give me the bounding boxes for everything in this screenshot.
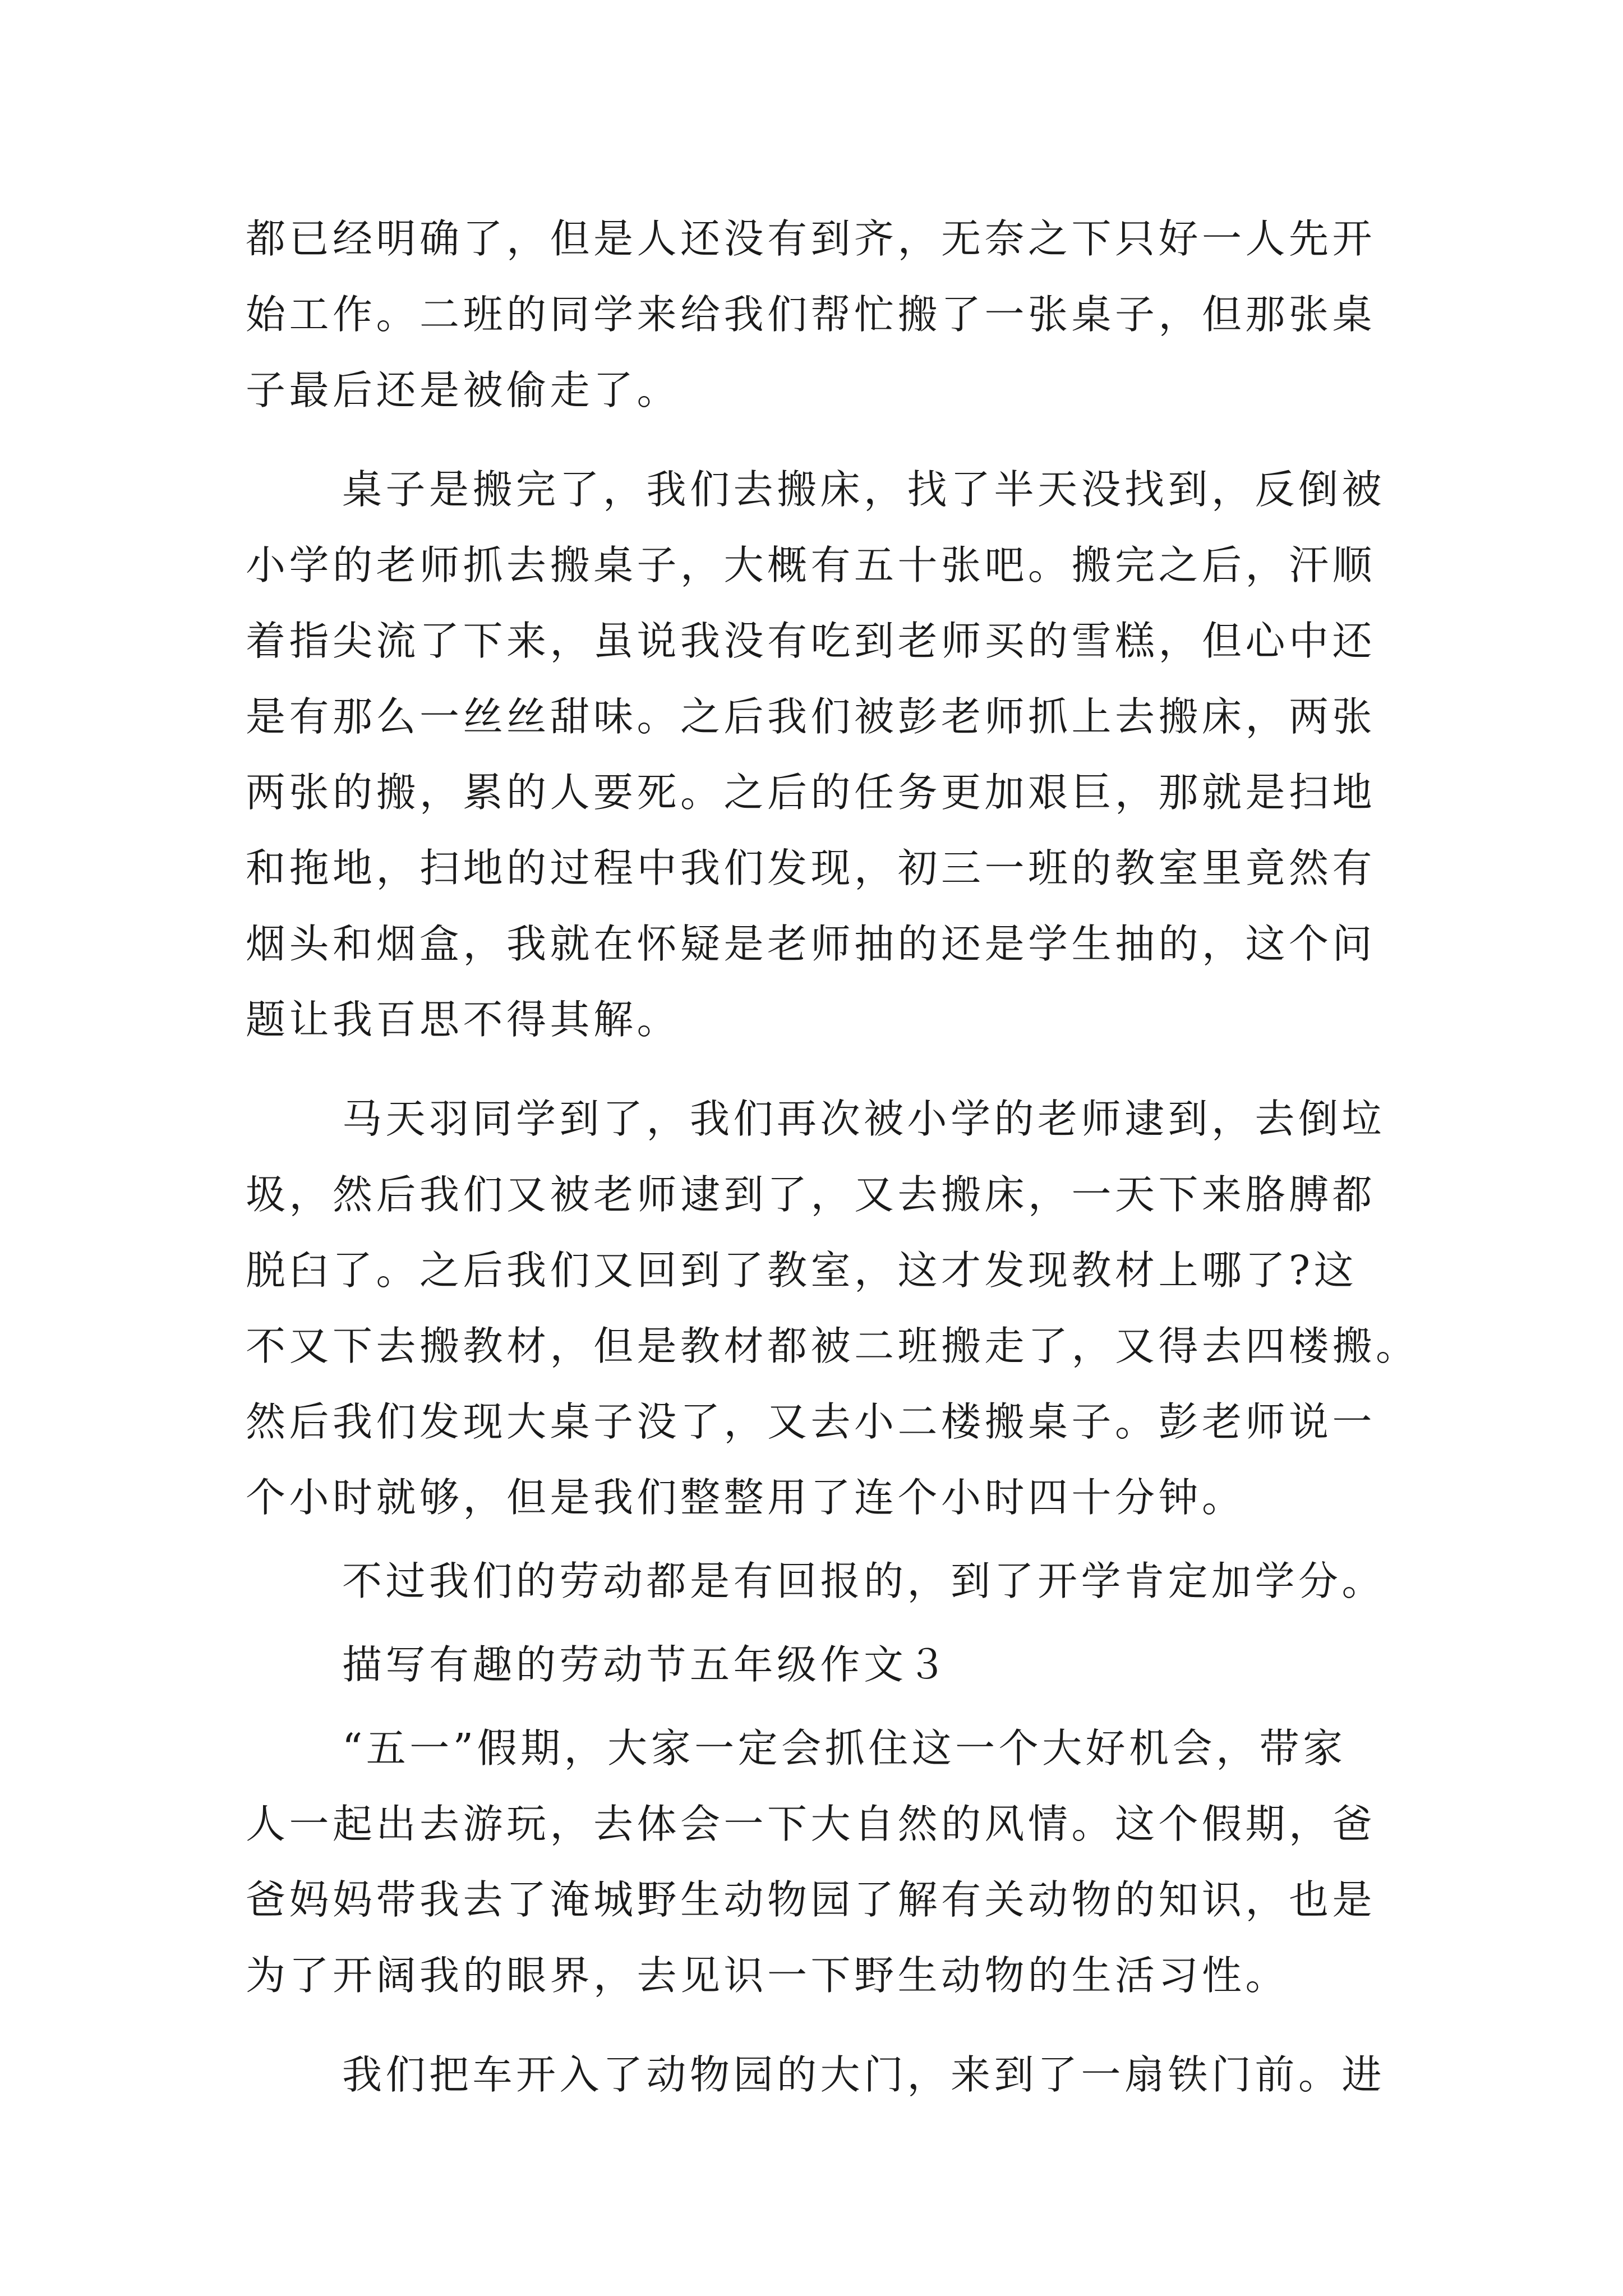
text-line: 着指尖流了下来，虽说我没有吃到老师买的雪糕，但心中还: [246, 618, 1376, 664]
document-body: [246, 201, 1419, 2113]
text-line: 都已经明确了，但是人还没有到齐，无奈之下只好一人先开: [246, 215, 1376, 262]
text-line: 题让我百思不得其解。: [246, 996, 681, 1043]
text-line: 圾，然后我们又被老师逮到了，又去搬床，一天下来胳膊都: [246, 1171, 1376, 1218]
text-line: 是有那么一丝丝甜味。之后我们被彭老师抓上去搬床，两张: [246, 693, 1376, 740]
paragraph-first-line: 桌子是搬完了，我们去搬床，找了半天没找到，反倒被: [342, 466, 1386, 513]
text-line: 始工作。二班的同学来给我们帮忙搬了一张桌子，但那张桌: [246, 291, 1376, 338]
text-line: 和拖地，扫地的过程中我们发现，初三一班的教室里竟然有: [246, 845, 1376, 891]
text-line: 爸妈妈带我去了淹城野生动物园了解有关动物的知识，也是: [246, 1876, 1376, 1923]
text-line: 人一起出去游玩，去体会一下大自然的风情。这个假期，爸: [246, 1801, 1376, 1847]
paragraph-first-line: “五一”假期，大家一定会抓住这一个大好机会，带家: [342, 1725, 1347, 1772]
paragraph-first-line: 不过我们的劳动都是有回报的，到了开学肯定加学分。: [342, 1558, 1386, 1604]
text-line: 为了开阔我的眼界，去见识一下野生动物的生活习性。: [246, 1952, 1289, 1999]
text-line: 烟头和烟盒，我就在怀疑是老师抽的还是学生抽的，这个问: [246, 921, 1376, 967]
paragraph-first-line: 马天羽同学到了，我们再次被小学的老师逮到，去倒垃: [342, 1096, 1386, 1142]
text-line: 两张的搬，累的人要死。之后的任务更加艰巨，那就是扫地: [246, 769, 1376, 816]
text-line: 小学的老师抓去搬桌子，大概有五十张吧。搬完之后，汗顺: [246, 542, 1376, 588]
text-line: 个小时就够，但是我们整整用了连个小时四十分钟。: [246, 1474, 1246, 1521]
text-line: 脱臼了。之后我们又回到了教室，这才发现教材上哪了?这: [246, 1247, 1358, 1294]
text-line: 子最后还是被偷走了。: [246, 367, 681, 413]
section-heading: 描写有趣的劳动节五年级作文３: [342, 1641, 951, 1688]
text-line: 不又下去搬教材，但是教材都被二班搬走了，又得去四楼搬。: [246, 1323, 1419, 1369]
paragraph-first-line: 我们把车开入了动物园的大门，来到了一扇铁门前。进: [342, 2051, 1386, 2098]
text-line: 然后我们发现大桌子没了，又去小二楼搬桌子。彭老师说一: [246, 1398, 1376, 1445]
